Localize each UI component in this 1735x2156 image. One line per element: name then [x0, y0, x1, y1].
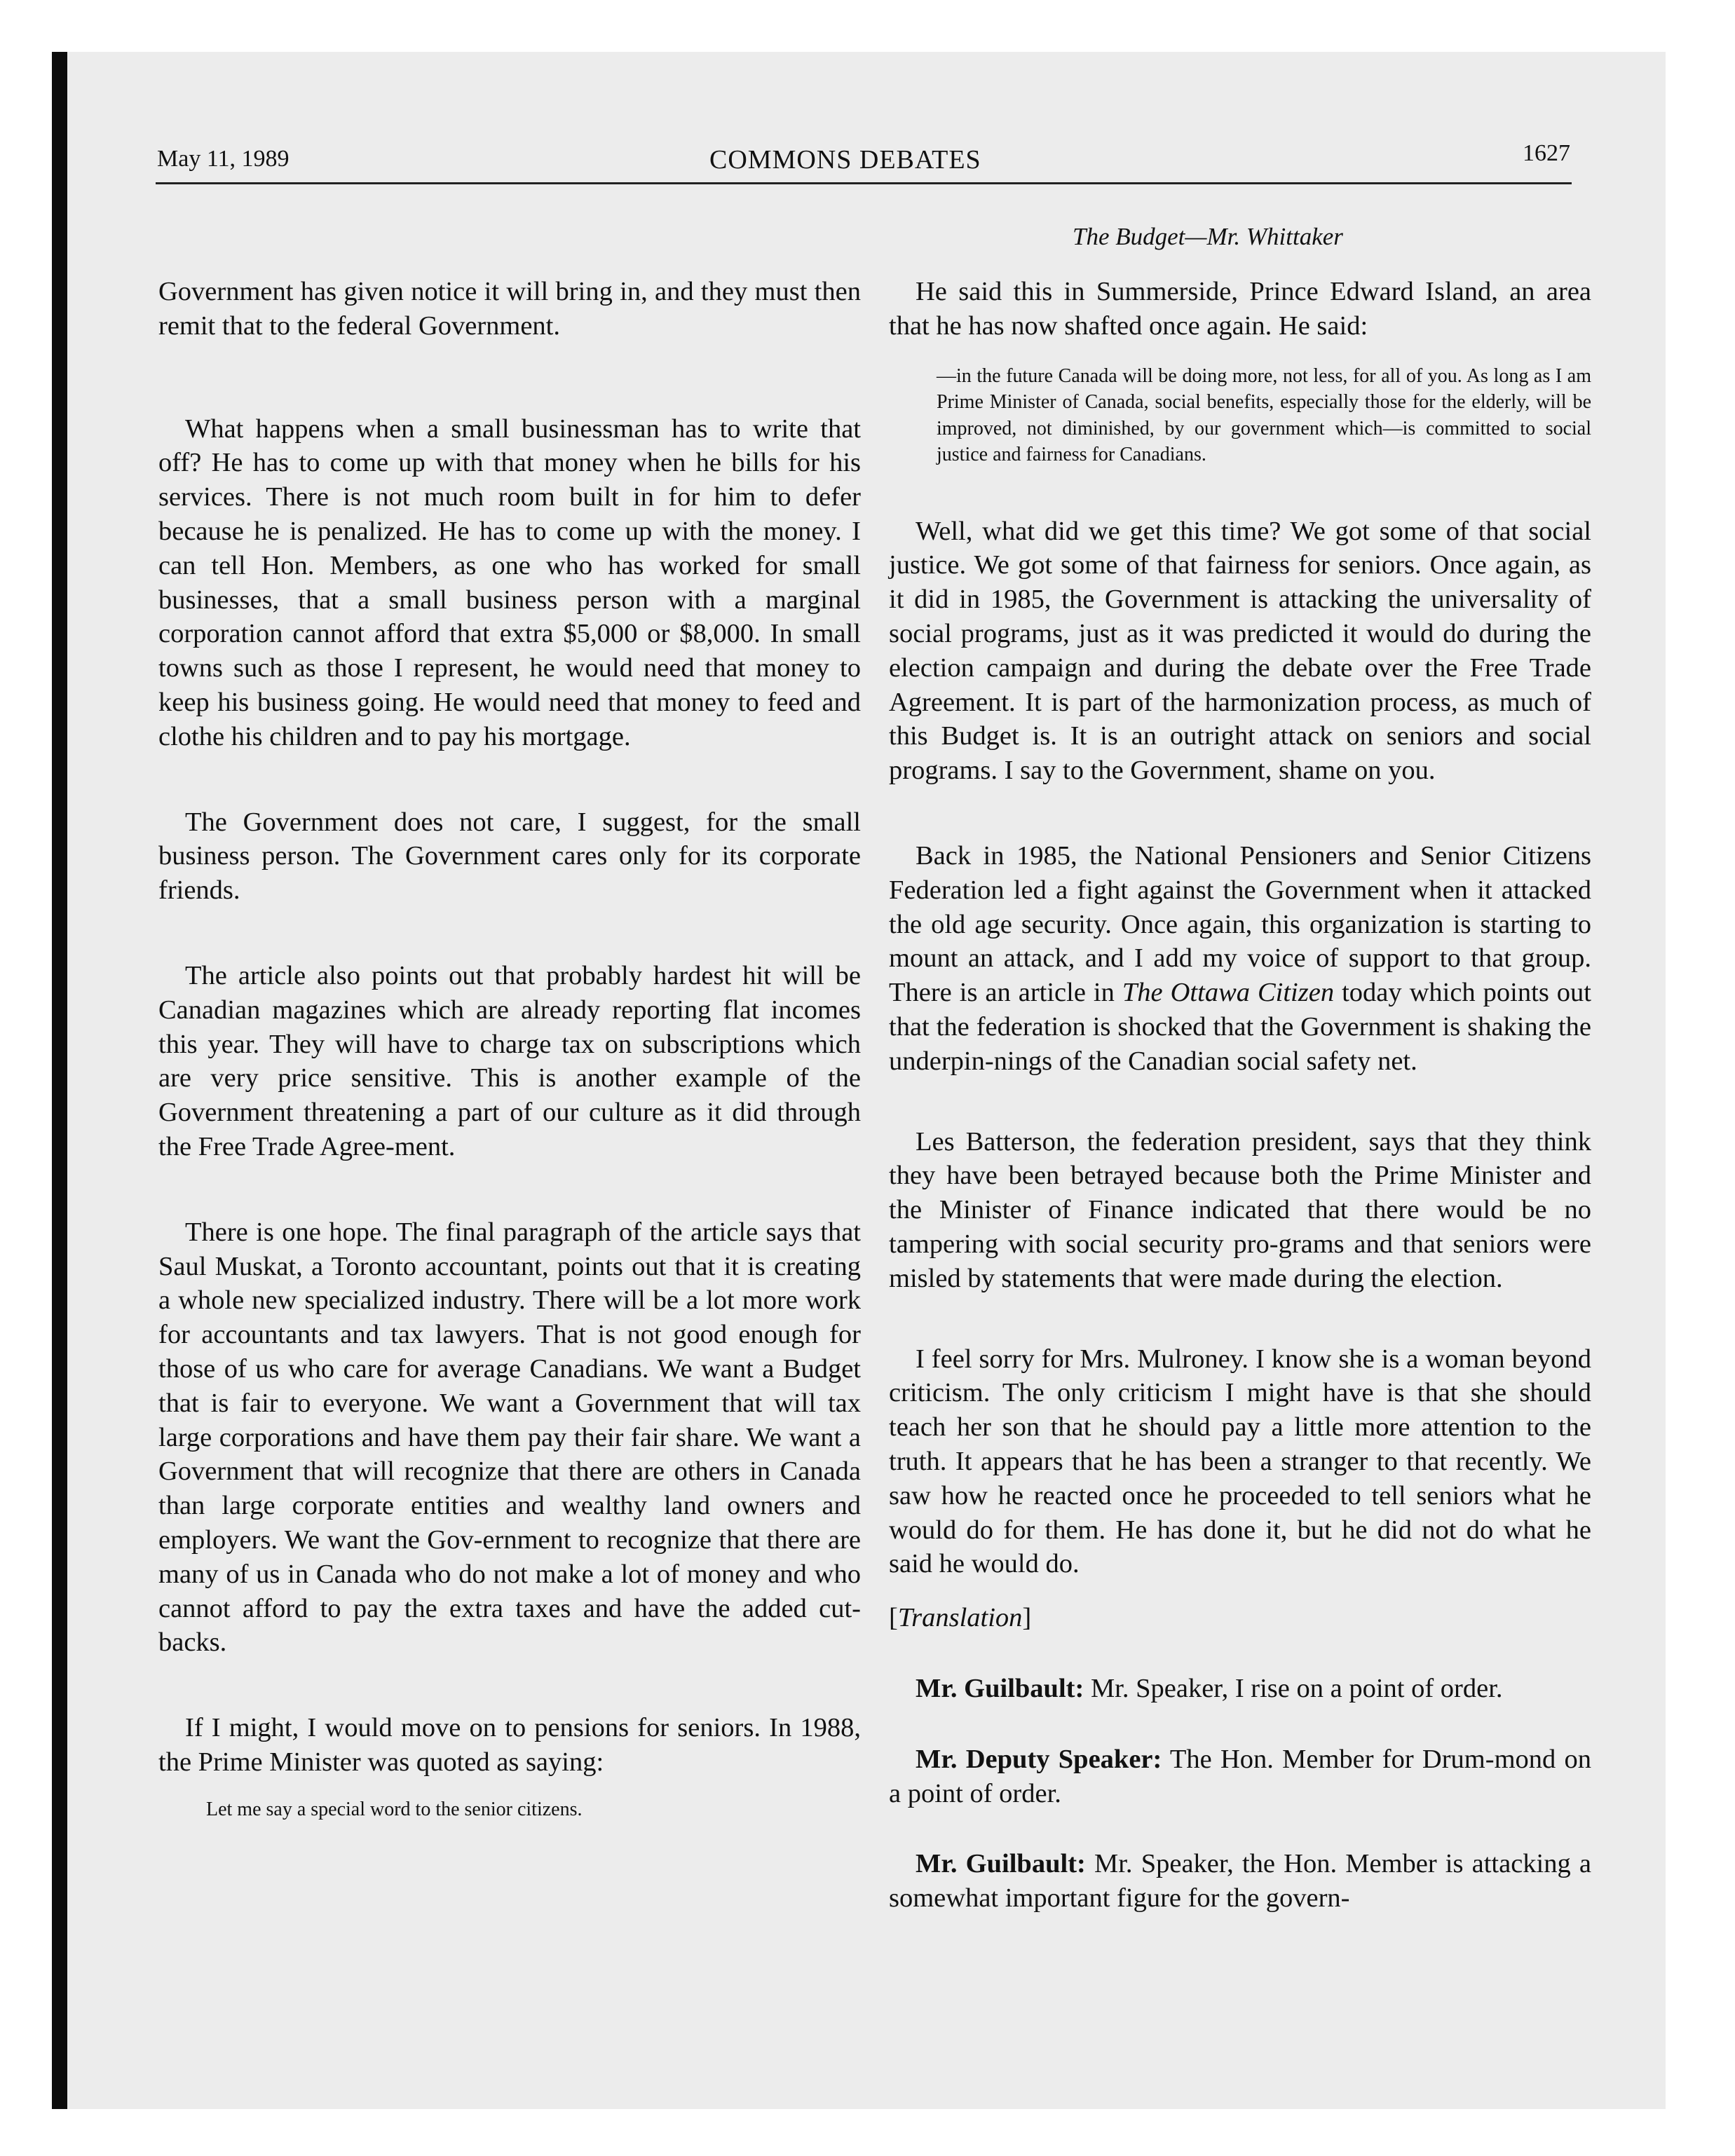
header-publication-title: COMMONS DEBATES: [709, 145, 981, 175]
header-page-number: 1627: [1523, 140, 1570, 166]
right-column: [889, 275, 1591, 1916]
paragraph: The Government does not care, I suggest, for the small business person. The Government cares only for its corporate friends.: [158, 807, 861, 906]
block-quote: Let me say a special word to the senior citizens.: [206, 1798, 583, 1820]
paragraph: Well, what did we get this time? We got some of that social justice. We got some of that fairness for seniors. Once again, as it did in 1985, the Government is attacking the universality of social programs, just as it was predicted it would do during the election campaign and during the debate over the Free Trade Agreement. It is part of the harmonization process, as much of this Budget is. It is an outright attack on seniors and social programs. I say to the Government, shame on you.: [889, 516, 1591, 786]
speech: [889, 1847, 1591, 1916]
speech: [889, 1742, 1591, 1811]
running-head: The Budget—Mr. Whittaker: [1073, 223, 1343, 250]
paragraph: Les Batterson, the federation president, says that they think they have been betrayed because both the Prime Minister and the Minister of Finance indicated that there would be no tampering with social security pro-grams and that seniors were misled by statements that were made during the election.: [889, 1126, 1591, 1293]
header-date: May 11, 1989: [157, 146, 290, 172]
header-rule: [156, 182, 1572, 184]
publication-name: The Ottawa Citizen: [1122, 978, 1335, 1008]
paragraph: He said this in Summerside, Prince Edward Island, an area that he has now shafted once again. He said:: [889, 277, 1591, 341]
paragraph: [889, 839, 1591, 1079]
speech-text: Mr. Speaker, I rise on a point of order.: [1084, 1673, 1503, 1703]
speech-text: The Hon. Member for Drum-mond on a point of order.: [889, 1744, 1591, 1808]
speech-text: Mr. Speaker, the Hon. Member is attacking a somewhat important figure for the govern-: [889, 1849, 1591, 1913]
paragraph: If I might, I would move on to pensions for seniors. In 1988, the Prime Minister was quoted as saying:: [158, 1713, 861, 1777]
paragraph: The article also points out that probably hardest hit will be Canadian magazines which are already reporting flat incomes this year. They will have to charge tax on subscriptions which are very price sensitive. This is another example of the Government threatening a part of our culture as it did through the Free Trade Agree-ment.: [158, 960, 861, 1161]
speaker-name: Mr. Deputy Speaker:: [916, 1744, 1162, 1774]
paragraph: I feel sorry for Mrs. Mulroney. I know she is a woman beyond criticism. The only criticism I might have is that she should teach her son that he should pay a little more attention to the truth. It appears that he has been a stranger to that recently. We saw how he reacted once he proceeded to tell seniors what he would do for them. He has done it, but he did not do what he said he would do.: [889, 1344, 1591, 1579]
translation-note: [Translation]: [889, 1603, 1032, 1633]
translation-label: Translation: [897, 1603, 1023, 1633]
paragraph: There is one hope. The final paragraph of the article says that Saul Muskat, a Toronto accountant, points out that it is creating a whole new specialized industry. There will be a lot more work for accountants and tax lawyers. That is not good enough for those of us who care for average Canadians. We want a Budget that is fair to everyone. We want a Government that will tax large corporations and have them pay their fair share. We want a Government that will recognize that there are others in Canada than large corporate entities and wealthy land owners and employers. We want the Gov-ernment to recognize that there are many of us in Canada who do not make a lot of money and who cannot afford to pay the extra taxes and have the added cut-backs.: [158, 1217, 861, 1658]
paragraph: Government has given notice it will bring in, and they must then remit that to the federal Government.: [158, 277, 861, 341]
paragraph-text: Back in 1985, the National Pensioners and Senior Citizens Federation led a fight against the Government when it attacked the old age security. Once again, this organization is starting to mount an attack, and I add my voice of support to that group. There is an article in: [889, 840, 1591, 1008]
scan-binding-edge: [52, 52, 67, 2109]
block-quote: —in the future Canada will be doing more, not less, for all of you. As long as I am Prime Minister of Canada, social benefits, especially those for the elderly, will be improved, not diminished, by our government which—is committed to social justice and fairness for Canadians.: [937, 364, 1591, 466]
left-column: [158, 275, 861, 1822]
speech: [889, 1672, 1591, 1706]
speaker-name: Mr. Guilbault:: [916, 1673, 1084, 1703]
paragraph: What happens when a small businessman has to write that off? He has to come up with that money when he bills for his services. There is not much room built in for him to defer because he is penalized. He has to come up with the money. I can tell Hon. Members, as one who has worked for small businesses, that a small business person with a marginal corporation cannot afford that extra $5,000 or $8,000. In small towns such as those I represent, he would need that money to keep his business going. He would need that money to feed and clothe his children and to pay his mortgage.: [158, 414, 861, 751]
speaker-name: Mr. Guilbault:: [916, 1849, 1086, 1879]
paragraph-text: today which points out that the federation is shocked that the Government is shaking the underpin-nings of the Canadian social safety net.: [889, 978, 1591, 1076]
